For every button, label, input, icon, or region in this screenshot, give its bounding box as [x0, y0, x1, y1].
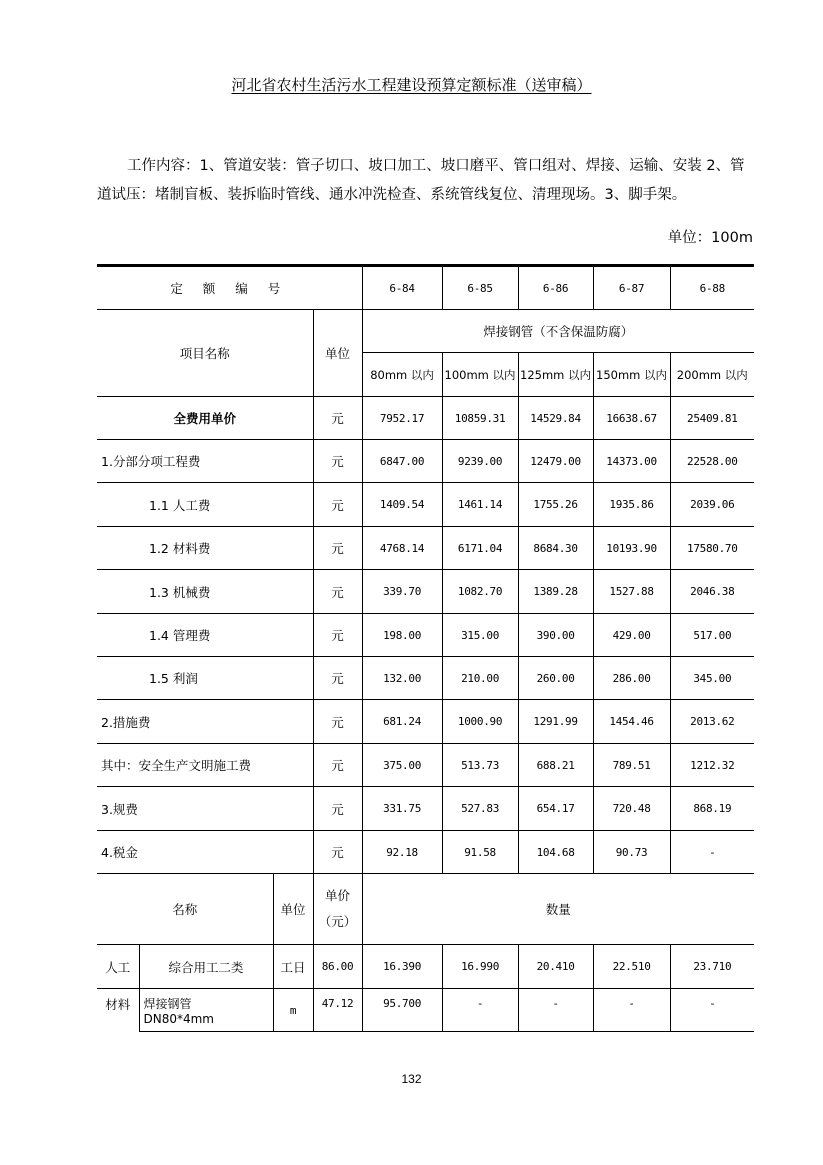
cost-unit: 元: [313, 614, 362, 657]
cost-value: 513.73: [442, 744, 518, 787]
resource-price-label: [313, 874, 362, 945]
cost-name: 3.规费: [97, 787, 313, 831]
cost-value: 1082.70: [442, 570, 518, 614]
cost-value: 260.00: [518, 657, 593, 700]
cost-row: [97, 397, 754, 440]
quantity-label: 数量: [362, 874, 754, 945]
cost-row: [97, 527, 754, 570]
cost-value: 14529.84: [518, 397, 593, 440]
cost-name: 2.措施费: [97, 700, 313, 744]
cost-value: 1409.54: [362, 483, 442, 527]
quota-code: 6-88: [670, 266, 754, 310]
cost-name: 其中：安全生产文明施工费: [97, 744, 313, 787]
unit-note: 单位：100m: [667, 230, 753, 246]
cost-value: 390.00: [518, 614, 593, 657]
resource-quantity: 20.410: [518, 945, 593, 989]
cost-value: 1291.99: [518, 700, 593, 744]
cost-value: 315.00: [442, 614, 518, 657]
resource-quantity: 95.700: [362, 989, 442, 1032]
cost-value: 90.73: [593, 831, 670, 874]
cost-unit: 元: [313, 397, 362, 440]
cost-unit: 元: [313, 744, 362, 787]
cost-name: 4.税金: [97, 831, 313, 874]
resource-name-label: 名称: [97, 874, 273, 945]
resource-category: 人工: [97, 945, 139, 989]
cost-value: 1461.14: [442, 483, 518, 527]
resource-name: 综合用工二类: [139, 945, 273, 989]
quota-code: 6-84: [362, 266, 442, 310]
resource-row: [97, 945, 754, 989]
resource-unit: m: [273, 989, 313, 1032]
quota-table: [97, 264, 754, 1032]
cost-row: [97, 831, 754, 874]
resource-quantity: 16.390: [362, 945, 442, 989]
resource-price: 86.00: [313, 945, 362, 989]
unit-label: 单位: [313, 310, 362, 397]
cost-unit: 元: [313, 787, 362, 831]
cost-value: 16638.67: [593, 397, 670, 440]
cost-value: 345.00: [670, 657, 754, 700]
cost-value: 17580.70: [670, 527, 754, 570]
cost-value: 22528.00: [670, 440, 754, 483]
cost-value: 91.58: [442, 831, 518, 874]
resource-category: 材料: [97, 989, 139, 1032]
cost-unit: 元: [313, 527, 362, 570]
cost-name: 全费用单价: [97, 397, 313, 440]
cost-value: 10193.90: [593, 527, 670, 570]
cost-name: 1.5 利润: [97, 657, 313, 700]
cost-value: 1212.32: [670, 744, 754, 787]
resource-row: [97, 989, 754, 1032]
cost-value: 7952.17: [362, 397, 442, 440]
cost-value: 2039.06: [670, 483, 754, 527]
cost-value: 1454.46: [593, 700, 670, 744]
cost-value: 92.18: [362, 831, 442, 874]
resource-quantity: 23.710: [670, 945, 754, 989]
cost-value: 14373.00: [593, 440, 670, 483]
resource-header-row: [97, 874, 754, 945]
cost-value: 6847.00: [362, 440, 442, 483]
cost-value: 210.00: [442, 657, 518, 700]
cost-name: 1.3 机械费: [97, 570, 313, 614]
cost-value: 10859.31: [442, 397, 518, 440]
cost-value: 527.83: [442, 787, 518, 831]
quota-code: 6-87: [593, 266, 670, 310]
cost-row: [97, 614, 754, 657]
resource-quantity: 22.510: [593, 945, 670, 989]
cost-unit: 元: [313, 440, 362, 483]
cost-name: 1.分部分项工程费: [97, 440, 313, 483]
cost-unit: 元: [313, 570, 362, 614]
cost-value: 286.00: [593, 657, 670, 700]
quota-code: 6-85: [442, 266, 518, 310]
price-label-line2: （元）: [318, 914, 357, 929]
cost-row: [97, 700, 754, 744]
document-title-text: 河北省农村生活污水工程建设预算定额标准（送审稿）: [231, 76, 592, 94]
cost-row: [97, 570, 754, 614]
cost-unit: 元: [313, 483, 362, 527]
cost-unit: 元: [313, 700, 362, 744]
document-title: [0, 74, 823, 95]
cost-value: 198.00: [362, 614, 442, 657]
cost-row: [97, 744, 754, 787]
cost-row: [97, 483, 754, 527]
cost-value: 1755.26: [518, 483, 593, 527]
resource-unit-label: 单位: [273, 874, 313, 945]
cost-value: 654.17: [518, 787, 593, 831]
spec: 125mm 以内: [518, 353, 593, 397]
group-header-row: [97, 310, 754, 353]
cost-value: 4768.14: [362, 527, 442, 570]
cost-value: 1527.88: [593, 570, 670, 614]
cost-value: 2013.62: [670, 700, 754, 744]
cost-value: 2046.38: [670, 570, 754, 614]
spec: 150mm 以内: [593, 353, 670, 397]
resource-quantity: 16.990: [442, 945, 518, 989]
work-content: 工作内容：1、管道安装：管子切口、坡口加工、坡口磨平、管口组对、焊接、运输、安装 2、管道试压：堵制盲板、装拆临时管线、通水冲洗检查、系统管线复位、清理现场。3、脚手架。: [97, 158, 745, 203]
page-number: 132: [401, 1072, 422, 1086]
spec: 80mm 以内: [362, 353, 442, 397]
price-label-line1: 单价: [325, 888, 351, 903]
resource-unit: 工日: [273, 945, 313, 989]
resource-quantity: -: [518, 989, 593, 1032]
cost-row: [97, 787, 754, 831]
cost-value: 720.48: [593, 787, 670, 831]
group-title: 焊接钢管（不含保温防腐）: [362, 310, 754, 353]
cost-row: [97, 657, 754, 700]
cost-name: 1.4 管理费: [97, 614, 313, 657]
cost-value: 517.00: [670, 614, 754, 657]
cost-value: 688.21: [518, 744, 593, 787]
quota-code: 6-86: [518, 266, 593, 310]
cost-value: 429.00: [593, 614, 670, 657]
cost-row: [97, 440, 754, 483]
cost-value: 1389.28: [518, 570, 593, 614]
spec: 100mm 以内: [442, 353, 518, 397]
resource-price: 47.12: [313, 989, 362, 1032]
cost-value: 789.51: [593, 744, 670, 787]
resource-quantity: -: [593, 989, 670, 1032]
cost-value: 104.68: [518, 831, 593, 874]
spec: 200mm 以内: [670, 353, 754, 397]
resource-name: 焊接钢管 DN80*4mm: [139, 989, 273, 1032]
cost-value: 9239.00: [442, 440, 518, 483]
cost-value: 6171.04: [442, 527, 518, 570]
cost-value: -: [670, 831, 754, 874]
cost-value: 1000.90: [442, 700, 518, 744]
cost-name: 1.2 材料费: [97, 527, 313, 570]
item-name-label: 项目名称: [97, 310, 313, 397]
cost-value: 8684.30: [518, 527, 593, 570]
cost-value: 132.00: [362, 657, 442, 700]
cost-unit: 元: [313, 657, 362, 700]
cost-name: 1.1 人工费: [97, 483, 313, 527]
resource-quantity: -: [670, 989, 754, 1032]
quota-code-label: 定 额 编 号: [97, 266, 362, 310]
cost-value: 331.75: [362, 787, 442, 831]
cost-value: 681.24: [362, 700, 442, 744]
cost-value: 375.00: [362, 744, 442, 787]
cost-value: 1935.86: [593, 483, 670, 527]
cost-value: 339.70: [362, 570, 442, 614]
quota-code-row: [97, 266, 754, 310]
cost-value: 12479.00: [518, 440, 593, 483]
cost-value: 868.19: [670, 787, 754, 831]
resource-quantity: -: [442, 989, 518, 1032]
cost-value: 25409.81: [670, 397, 754, 440]
cost-unit: 元: [313, 831, 362, 874]
